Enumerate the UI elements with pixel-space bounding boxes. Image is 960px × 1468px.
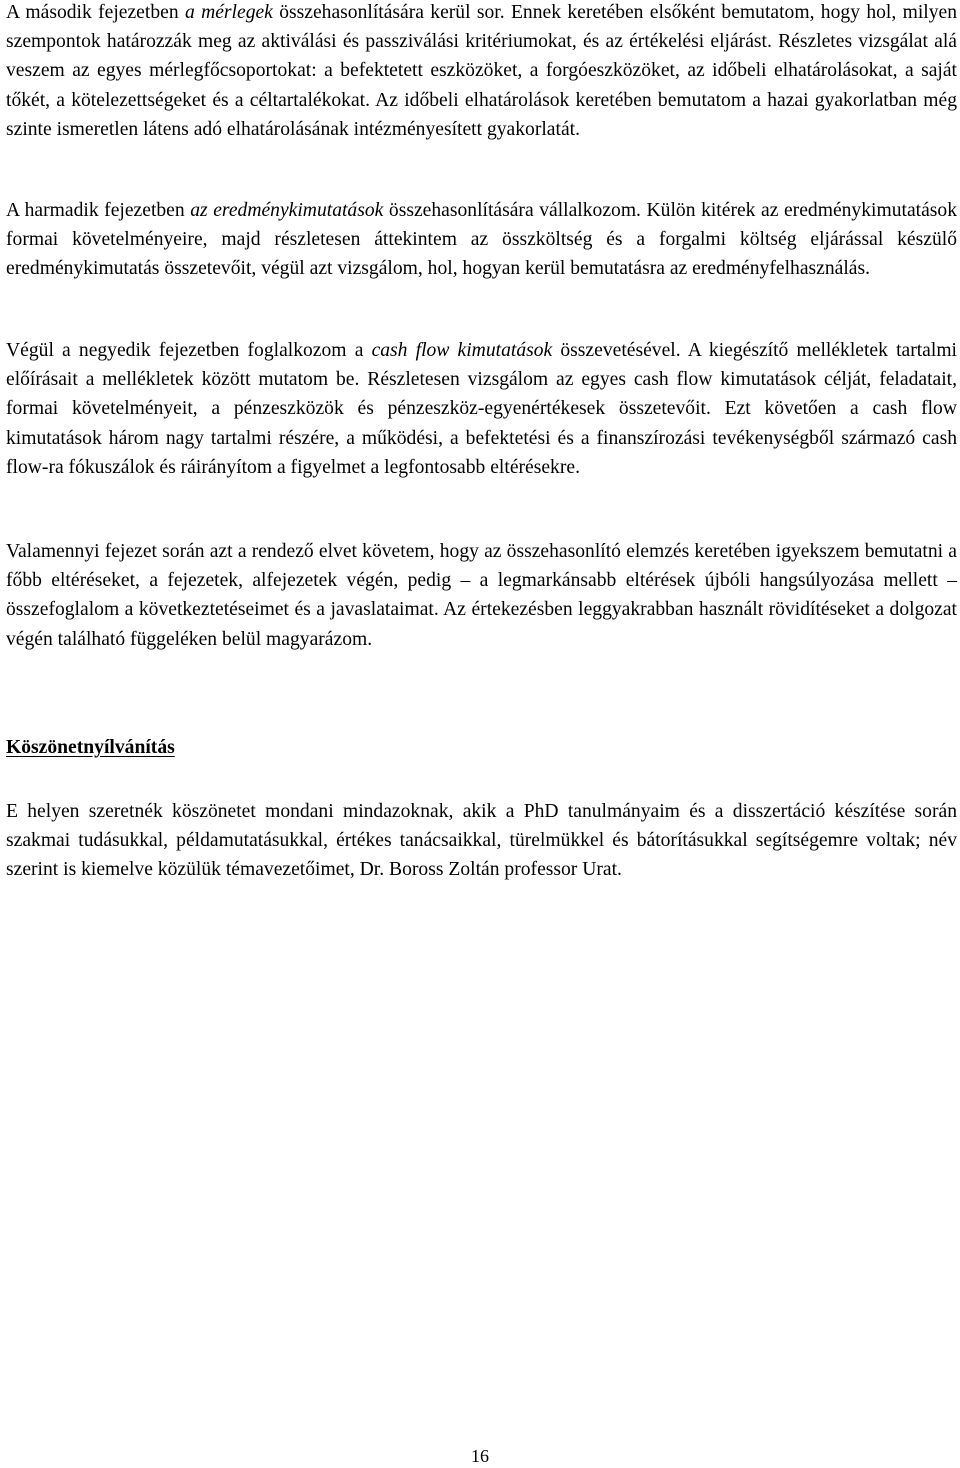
text-segment: összehasonlítására kerül sor. Ennek keretében elsőként bemutatom, hogy hol, milyen szempontok határozzák meg az aktiválási és passziválási kritériumokat, és az értékelési eljárást. Részletes vizsgálat alá veszem az egyes mérlegfőcsoportokat: a befektetett eszközöket, a forgóeszközöket, az időbeli elhatárolásokat, a saját tőkét, a kötelezettségeket és a céltartalékokat. Az időbeli elhatárolások keretében bemutatom a hazai gyakorlatban még szinte ismeretlen látens adó elhatárolásának intézményesített gyakorlatát.: [6, 2, 958, 140]
paragraph-balance-sheet-chapter: [6, 0, 957, 144]
emphasis-text: a mérlegek: [184, 2, 273, 23]
section-heading-acknowledgements: Köszönetnyílvánítás: [6, 737, 175, 758]
text-segment: összevetésével. A kiegészítő mellékletek tartalmi előírásait a mellékletek között mutatom be. Részletesen vizsgálom az egyes cash flow kimutatások célját, feladatait, formai követelményeit, a pénzeszközök és pénzeszköz-egyenértékesek összetevőit. Ezt követően a cash flow kimutatások három nagy tartalmi részére, a működési, a befektetési és a finanszírozási tevékenységből származó cash flow-ra fókuszálok és ráirányítom a figyelmet a legfontosabb eltérésekre.: [6, 340, 957, 478]
paragraph-cash-flow-chapter: [6, 336, 957, 482]
emphasis-text: az eredménykimutatások: [190, 200, 384, 221]
text-segment: Végül a negyedik fejezetben foglalkozom a: [6, 340, 372, 361]
text-segment: A második fejezetben: [6, 2, 185, 23]
page-number: 16: [471, 1446, 489, 1466]
paragraph-acknowledgements: E helyen szeretnék köszönetet mondani mindazoknak, akik a PhD tanulmányaim és a disszertáció készítése során szakmai tudásukkal, példamutatásukkal, értékes tanácsaikkal, türelmükkel és bátorításukkal segítségemre voltak; név szerint is kiemelve közülük témavezetőimet, Dr. Boross Zoltán professor Urat.: [6, 801, 957, 881]
text-segment: összehasonlítására vállalkozom. Külön kitérek az eredménykimutatások formai követelményeire, majd részletesen áttekintem az összköltség és a forgalmi költség eljárással készülő eredménykimutatás összetevőit, végül azt vizsgálom, hol, hogyan kerül bemutatásra az eredményfelhasználás.: [6, 200, 958, 280]
emphasis-text: cash flow kimutatások: [371, 340, 553, 361]
paragraph-method: Valamennyi fejezet során azt a rendező elvet követem, hogy az összehasonlító elemzés keretében igyekszem bemutatni a főbb eltéréseket, a fejezetek, alfejezetek végén, pedig – a legmarkánsabb eltérések újbóli hangsúlyozása mellett – összefoglalom a következtetéseimet és a javaslataimat. Az értekezésben leggyakrabban használt rövidítéseket a dolgozat végén található függeléken belül magyarázom.: [6, 541, 957, 650]
text-segment: A harmadik fejezetben: [6, 200, 191, 221]
paragraph-income-statement-chapter: [6, 196, 957, 284]
